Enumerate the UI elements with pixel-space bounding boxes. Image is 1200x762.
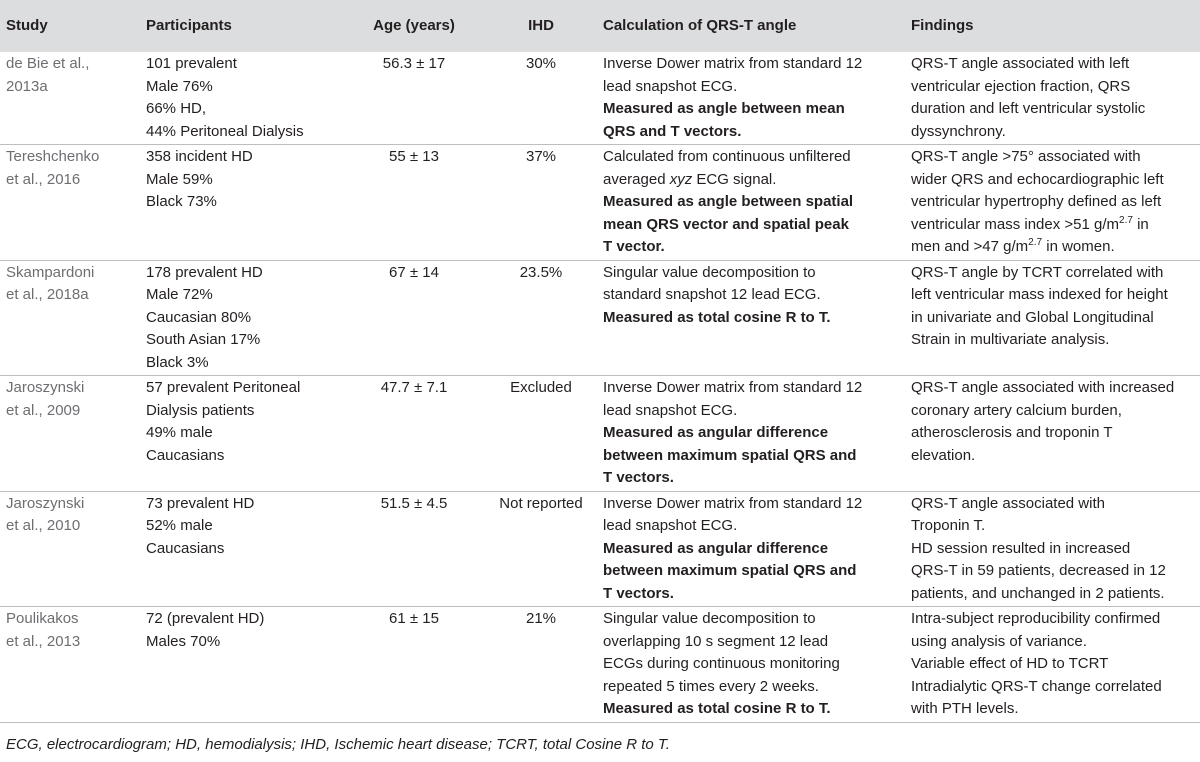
header-age: Age (years)	[373, 16, 455, 34]
ihd-cell: Not reported	[485, 491, 597, 607]
table-row	[0, 376, 1200, 492]
header-ihd: IHD	[528, 16, 554, 34]
participants-cell: 73 prevalent HD 52% male Caucasians	[140, 491, 343, 607]
table-row	[0, 491, 1200, 607]
study-cell: Skampardoni et al., 2018a	[0, 260, 140, 376]
participants-cell: 178 prevalent HD Male 72% Caucasian 80% South Asian 17% Black 3%	[140, 260, 343, 376]
age-cell: 67 ± 14	[343, 260, 485, 376]
age-cell: 51.5 ± 4.5	[343, 491, 485, 607]
participants-cell: 72 (prevalent HD) Males 70%	[140, 607, 343, 723]
table-header-row	[0, 0, 1200, 52]
study-cell: de Bie et al., 2013a	[0, 52, 140, 145]
participants-cell: 57 prevalent Peritoneal Dialysis patients 49% male Caucasians	[140, 376, 343, 492]
ihd-cell: Excluded	[485, 376, 597, 492]
table-footnote: ECG, electrocardiogram; HD, hemodialysis; IHD, Ischemic heart disease; TCRT, total Cosine R to T.	[6, 736, 670, 753]
study-cell: Tereshchenko et al., 2016	[0, 145, 140, 261]
calculation-cell: Inverse Dower matrix from standard 12 lead snapshot ECG. Measured as angle between mean QRS and T vectors.	[597, 52, 905, 145]
findings-cell: QRS-T angle associated with increased coronary artery calcium burden, atherosclerosis and troponin T elevation.	[905, 376, 1200, 492]
table-row	[0, 52, 1200, 145]
header-findings: Findings	[911, 16, 974, 34]
participants-cell: 358 incident HD Male 59% Black 73%	[140, 145, 343, 261]
findings-cell: QRS-T angle >75° associated with wider QRS and echocardiographic left ventricular hypertrophy defined as left ventricular mass index >51 $g/m^{2.7}$ in men and >47 $g/m^{2.7}$ in women.	[905, 145, 1200, 261]
age-cell: 47.7 ± 7.1	[343, 376, 485, 492]
table-row	[0, 260, 1200, 376]
findings-cell: Intra-subject reproducibility confirmed using analysis of variance. Variable effect of HD to TCRT Intradialytic QRS-T change correlated with PTH levels.	[905, 607, 1200, 723]
ihd-cell: 30%	[485, 52, 597, 145]
calculation-cell: Singular value decomposition to standard snapshot 12 lead ECG. Measured as total cosine R to T.	[597, 260, 905, 376]
calculation-cell: Calculated from continuous unfiltered averaged xyz ECG signal. Measured as angle between spatial mean QRS vector and spatial peak T vector.	[597, 145, 905, 261]
ihd-cell: 21%	[485, 607, 597, 723]
calculation-cell: Singular value decomposition to overlapping 10 s segment 12 lead ECGs during continuous monitoring repeated 5 times every 2 weeks. Measured as total cosine R to T.	[597, 607, 905, 723]
participants-cell: 101 prevalent Male 76% 66% HD, 44% Peritoneal Dialysis	[140, 52, 343, 145]
age-cell: 61 ± 15	[343, 607, 485, 723]
study-cell: Jaroszynski et al., 2009	[0, 376, 140, 492]
findings-cell: QRS-T angle associated with left ventricular ejection fraction, QRS duration and left ventricular systolic dyssynchrony.	[905, 52, 1200, 145]
ihd-cell: 37%	[485, 145, 597, 261]
header-calculation: Calculation of QRS-T angle	[603, 16, 797, 34]
study-cell: Jaroszynski et al., 2010	[0, 491, 140, 607]
age-cell: 55 ± 13	[343, 145, 485, 261]
findings-cell: QRS-T angle by TCRT correlated with left ventricular mass indexed for height in univariate and Global Longitudinal Strain in multivariate analysis.	[905, 260, 1200, 376]
calculation-cell: Inverse Dower matrix from standard 12 lead snapshot ECG. Measured as angular difference between maximum spatial QRS and T vectors.	[597, 491, 905, 607]
ihd-cell: 23.5%	[485, 260, 597, 376]
table-row	[0, 607, 1200, 723]
header-participants: Participants	[146, 16, 232, 34]
calculation-cell: Inverse Dower matrix from standard 12 lead snapshot ECG. Measured as angular difference between maximum spatial QRS and T vectors.	[597, 376, 905, 492]
study-cell: Poulikakos et al., 2013	[0, 607, 140, 723]
findings-cell: QRS-T angle associated with Troponin T. HD session resulted in increased QRS-T in 59 patients, decreased in 12 patients, and unchanged in 2 patients.	[905, 491, 1200, 607]
age-cell: 56.3 ± 17	[343, 52, 485, 145]
table-row	[0, 145, 1200, 261]
header-study: Study	[6, 16, 48, 34]
